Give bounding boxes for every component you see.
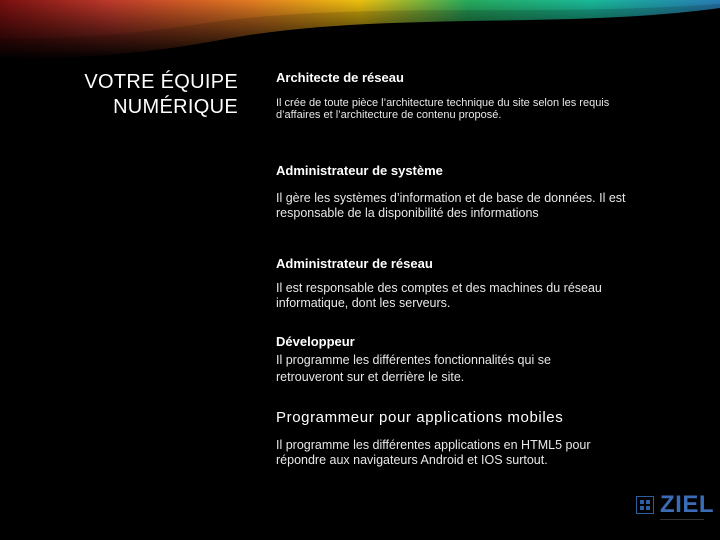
role-description: Il programme les différentes applications en HTML5 pour répondre aux navigateurs Android et IOS surtout. <box>276 438 591 467</box>
role-programmeur-mobile <box>276 409 656 468</box>
role-description: Il gère les systèmes d’information et de base de données. Il est responsable de la disponibilité des informations <box>276 191 626 220</box>
role-administrateur-systeme <box>276 163 656 221</box>
ziel-logo <box>636 491 714 522</box>
rainbow-swoosh-decoration <box>0 0 720 60</box>
role-title: Programmeur pour applications mobiles <box>276 409 564 426</box>
role-developpeur <box>276 334 656 386</box>
role-description: Il crée de toute pièce l’architecture technique du site selon les requis d’affaires et l’architecture de contenu proposé. <box>276 97 610 121</box>
role-description: Il programme les différentes fonctionnalités qui se retrouveront sur et derrière le site. <box>276 353 551 384</box>
role-title: Architecte de réseau <box>276 70 404 85</box>
logo-text: ZIEL <box>660 491 714 518</box>
slide-title <box>84 70 238 120</box>
slide-title-line2: NUMÉRIQUE <box>113 96 238 118</box>
role-architecte-reseau <box>276 70 656 121</box>
role-description: Il est responsable des comptes et des machines du réseau informatique, dont les serveurs. <box>276 281 602 310</box>
logo-mark-icon <box>636 496 654 514</box>
role-title: Administrateur de réseau <box>276 256 433 271</box>
role-administrateur-reseau <box>276 256 656 311</box>
slide-title-line1: VOTRE ÉQUIPE <box>84 71 238 93</box>
role-title: Développeur <box>276 334 355 349</box>
logo-underline <box>660 519 704 520</box>
role-title: Administrateur de système <box>276 163 443 178</box>
